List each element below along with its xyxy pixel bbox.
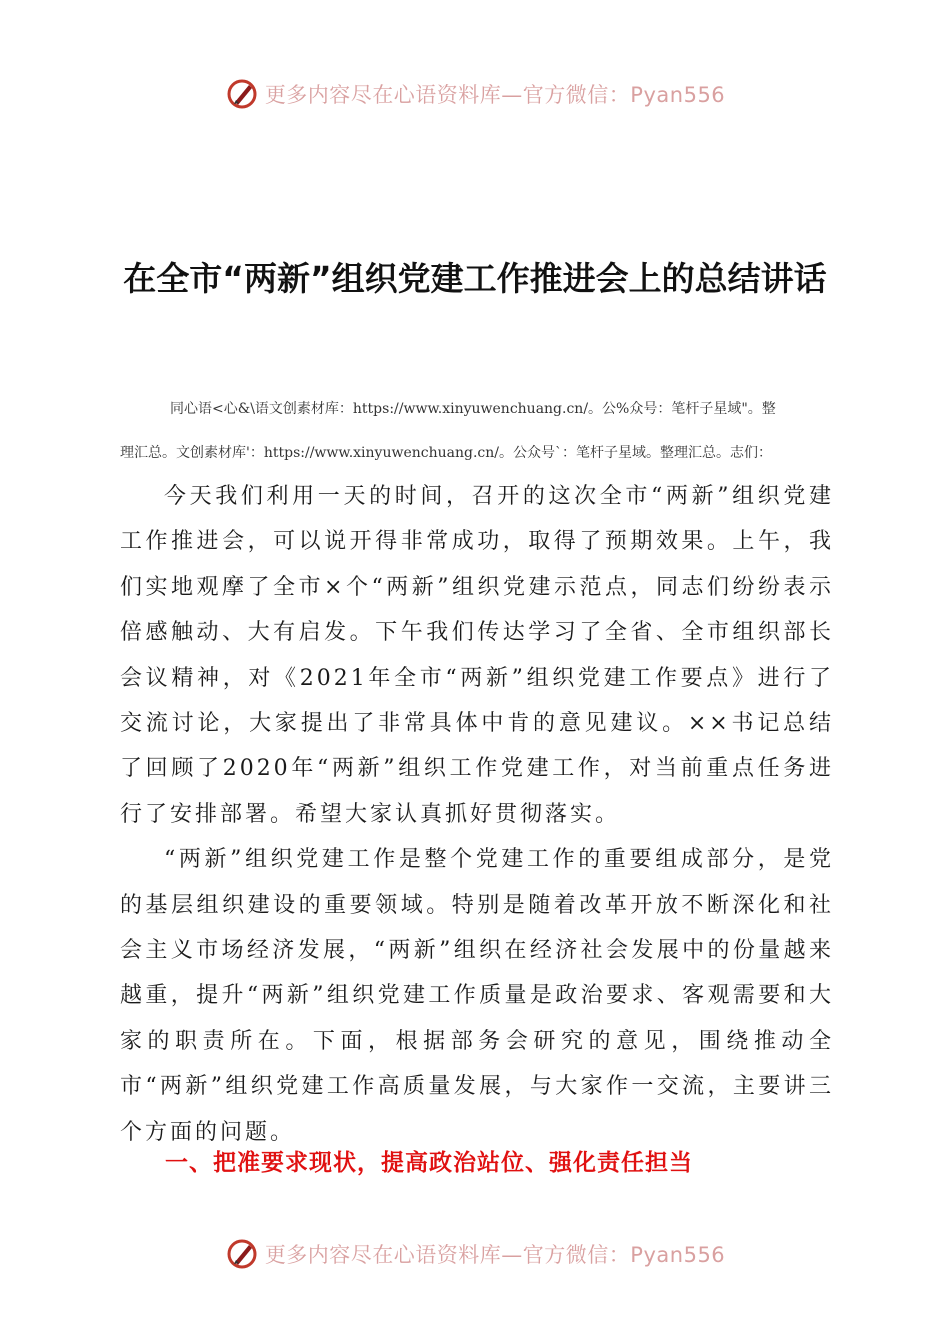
pen-logo-icon [225,1237,259,1271]
source-line-1: 同心语<心&\语文创素材库：https://www.xinyuwenchuang.cn/。公%众号：笔杆子星域"。整 [170,401,776,417]
section-heading: 一、把准要求现状，提高政治站位、强化责任担当 [165,1150,693,1176]
banner-text: 更多内容尽在心语资料库—官方微信：Pyan556 [264,83,726,107]
source-line-2: 理汇总。文创素材库'：https://www.xinyuwenchuang.cn/。公众号`：笔杆子星域。整理汇总。志们： [120,445,772,461]
footer-banner [0,1232,950,1276]
document-title: 在全市“两新”组织党建工作推进会上的总结讲话 [123,259,827,298]
document-body [120,474,834,1155]
pen-logo-icon [225,77,259,111]
body-paragraph: 今天我们利用一天的时间，召开的这次全市“两新”组织党建工作推进会，可以说开得非常成功，取得了预期效果。上午，我们实地观摩了全市×个“两新”组织党建示范点，同志们纷纷表示倍感触动、大有启发。下午我们传达学习了全省、全市组织部长会议精神，对《2021年全市“两新”组织党建工作要点》进行了交流讨论，大家提出了非常具体中肯的意见建议。××书记总结了回顾了2020年“两新”组织工作党建工作，对当前重点任务进行了安排部署。希望大家认真抓好贯彻落实。 [120,484,834,827]
header-banner [0,72,950,116]
body-paragraph: “两新”组织党建工作是整个党建工作的重要组成部分，是党的基层组织建设的重要领域。特别是随着改革开放不断深化和社会主义市场经济发展，“两新”组织在经济社会发展中的份量越来越重，提升“两新”组织党建工作质量是政治要求、客观需要和大家的职责所在。下面，根据部务会研究的意见，围绕推动全市“两新”组织党建工作高质量发展，与大家作一交流，主要讲三个方面的问题。 [120,847,834,1145]
banner-text: 更多内容尽在心语资料库—官方微信：Pyan556 [264,1243,726,1267]
